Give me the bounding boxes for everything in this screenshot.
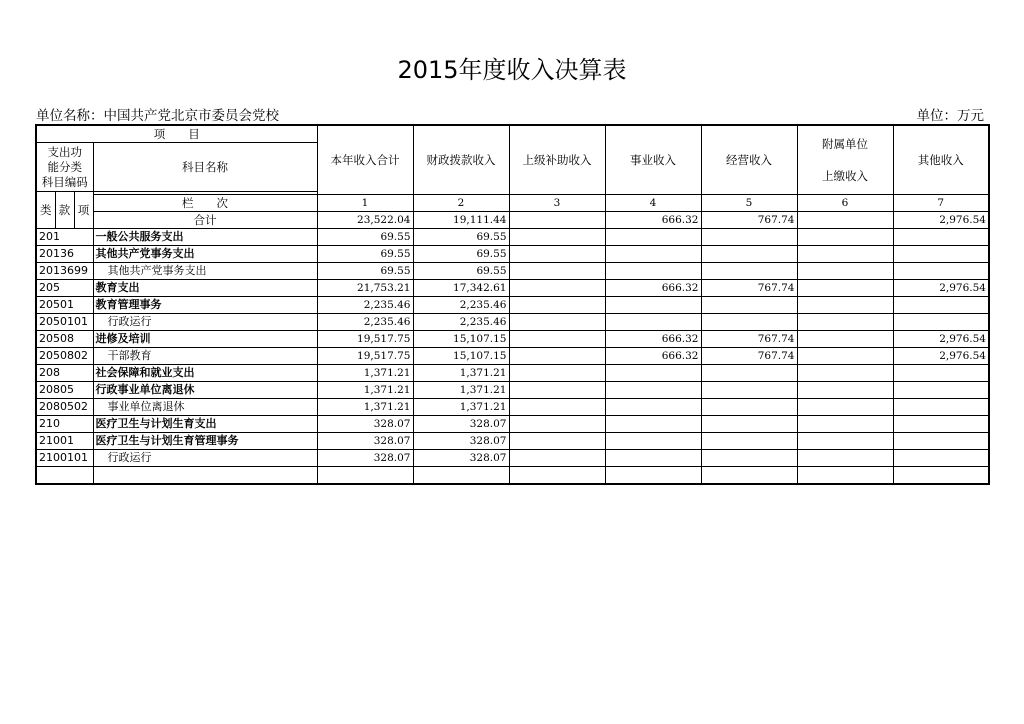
amount-cell: 328.07 — [413, 450, 509, 467]
amount-cell — [509, 246, 605, 263]
subject-code: 210 — [36, 416, 93, 433]
amount-cell — [605, 297, 701, 314]
amount-cell: 2,235.46 — [317, 297, 413, 314]
amount-cell — [509, 365, 605, 382]
table-row — [36, 467, 989, 485]
amount-cell — [893, 229, 989, 246]
amount-cell — [701, 365, 797, 382]
col-header-fiscal: 财政拨款收入 — [413, 125, 509, 195]
amount-cell — [509, 467, 605, 485]
col-number: 4 — [605, 195, 701, 212]
amount-cell — [701, 229, 797, 246]
amount-cell: 69.55 — [317, 246, 413, 263]
subject-code: 2050802 — [36, 348, 93, 365]
amount-cell: 69.55 — [413, 229, 509, 246]
amount-cell: 328.07 — [413, 416, 509, 433]
table-row — [36, 229, 989, 246]
function-code-header — [36, 143, 93, 192]
subject-code: 2080502 — [36, 399, 93, 416]
table-row — [36, 382, 989, 399]
amount-cell — [893, 297, 989, 314]
amount-cell — [893, 365, 989, 382]
amount-cell — [893, 416, 989, 433]
amount-cell — [797, 433, 893, 450]
subject-name: 教育支出 — [93, 280, 317, 297]
amount-cell: 328.07 — [317, 433, 413, 450]
amount-cell — [701, 467, 797, 485]
col-header-operating: 经营收入 — [701, 125, 797, 195]
amount-cell — [797, 467, 893, 485]
subject-code: 20805 — [36, 382, 93, 399]
total-value — [797, 212, 893, 229]
col-header-business: 事业收入 — [605, 125, 701, 195]
table-row — [36, 450, 989, 467]
amount-cell: 17,342.61 — [413, 280, 509, 297]
amount-cell: 69.55 — [317, 263, 413, 280]
amount-cell — [605, 399, 701, 416]
amount-cell: 21,753.21 — [317, 280, 413, 297]
subject-name: 医疗卫生与计划生育管理事务 — [93, 433, 317, 450]
amount-cell — [701, 416, 797, 433]
subject-name: 事业单位离退休 — [93, 399, 317, 416]
subject-code: 205 — [36, 280, 93, 297]
amount-cell — [509, 416, 605, 433]
amount-cell — [797, 280, 893, 297]
subject-name: 其他共产党事务支出 — [93, 246, 317, 263]
col-number: 6 — [797, 195, 893, 212]
subject-name: 行政事业单位离退休 — [93, 382, 317, 399]
amount-cell — [509, 297, 605, 314]
amount-cell: 666.32 — [605, 348, 701, 365]
amount-cell — [701, 382, 797, 399]
amount-cell — [509, 280, 605, 297]
amount-cell — [509, 229, 605, 246]
total-value: 23,522.04 — [317, 212, 413, 229]
table-row — [36, 348, 989, 365]
amount-cell: 1,371.21 — [413, 399, 509, 416]
amount-cell — [893, 314, 989, 331]
amount-cell — [605, 365, 701, 382]
amount-cell — [605, 467, 701, 485]
subject-name: 行政运行 — [93, 314, 317, 331]
amount-cell: 767.74 — [701, 280, 797, 297]
subject-code: 201 — [36, 229, 93, 246]
amount-cell — [797, 314, 893, 331]
amount-cell — [797, 297, 893, 314]
table-row — [36, 331, 989, 348]
kuan-header: 款 — [55, 192, 74, 229]
subject-name: 干部教育 — [93, 348, 317, 365]
table-row — [36, 263, 989, 280]
table-row — [36, 280, 989, 297]
amount-cell — [701, 246, 797, 263]
amount-cell — [509, 331, 605, 348]
subject-code: 2013699 — [36, 263, 93, 280]
col-number: 3 — [509, 195, 605, 212]
amount-cell — [893, 382, 989, 399]
subject-code: 208 — [36, 365, 93, 382]
amount-cell: 767.74 — [701, 331, 797, 348]
col-header-affiliated — [797, 125, 893, 195]
amount-cell — [605, 433, 701, 450]
amount-cell: 2,235.46 — [413, 314, 509, 331]
col-header-affiliated-line2: 上缴收入 — [822, 169, 868, 183]
amount-cell: 328.07 — [317, 416, 413, 433]
col-header-other: 其他收入 — [893, 125, 989, 195]
col-number: 7 — [893, 195, 989, 212]
lei-header: 类 — [36, 192, 55, 229]
col-number: 5 — [701, 195, 797, 212]
subject-name-header: 科目名称 — [93, 143, 317, 192]
amount-cell: 2,235.46 — [413, 297, 509, 314]
subject-code: 20136 — [36, 246, 93, 263]
subject-code: 2050101 — [36, 314, 93, 331]
amount-cell — [893, 399, 989, 416]
amount-cell — [509, 433, 605, 450]
amount-cell: 2,976.54 — [893, 348, 989, 365]
amount-cell — [893, 263, 989, 280]
amount-cell — [797, 399, 893, 416]
unit-name-label: 单位名称：中国共产党北京市委员会党校 — [36, 108, 279, 124]
subject-code: 20508 — [36, 331, 93, 348]
amount-cell — [509, 382, 605, 399]
page-title: 2015年度收入决算表 — [397, 56, 627, 84]
function-code-line3: 科目编码 — [41, 174, 88, 189]
xiang-header: 项 — [74, 192, 93, 229]
table-row — [36, 399, 989, 416]
amount-cell — [797, 229, 893, 246]
subject-name: 其他共产党事务支出 — [93, 263, 317, 280]
amount-cell: 19,517.75 — [317, 331, 413, 348]
amount-cell: 15,107.15 — [413, 331, 509, 348]
col-header-superior: 上级补助收入 — [509, 125, 605, 195]
col-header-affiliated-line1: 附属单位 — [822, 137, 868, 151]
amount-cell — [509, 348, 605, 365]
col-header-total: 本年收入合计 — [317, 125, 413, 195]
currency-unit-label: 单位：万元 — [916, 108, 984, 124]
amount-cell — [605, 450, 701, 467]
amount-cell: 2,976.54 — [893, 331, 989, 348]
amount-cell — [893, 450, 989, 467]
table-row — [36, 433, 989, 450]
amount-cell — [509, 314, 605, 331]
amount-cell — [797, 416, 893, 433]
amount-cell — [893, 433, 989, 450]
subject-name: 行政运行 — [93, 450, 317, 467]
subject-name: 进修及培训 — [93, 331, 317, 348]
function-code-line1: 支出功 — [47, 144, 82, 159]
item-header: 项 目 — [36, 125, 317, 143]
amount-cell: 328.07 — [317, 450, 413, 467]
function-code-line2: 能分类 — [47, 159, 82, 174]
amount-cell: 328.07 — [413, 433, 509, 450]
amount-cell: 666.32 — [605, 280, 701, 297]
amount-cell — [701, 297, 797, 314]
table-row — [36, 365, 989, 382]
col-number: 2 — [413, 195, 509, 212]
table-row — [36, 314, 989, 331]
amount-cell: 69.55 — [413, 246, 509, 263]
amount-cell: 1,371.21 — [317, 399, 413, 416]
subject-name: 一般公共服务支出 — [93, 229, 317, 246]
amount-cell — [701, 314, 797, 331]
amount-cell — [797, 246, 893, 263]
amount-cell — [701, 399, 797, 416]
amount-cell: 666.32 — [605, 331, 701, 348]
amount-cell — [797, 331, 893, 348]
amount-cell — [797, 365, 893, 382]
amount-cell: 69.55 — [317, 229, 413, 246]
amount-cell — [893, 246, 989, 263]
subject-name — [93, 467, 317, 485]
amount-cell: 1,371.21 — [317, 365, 413, 382]
amount-cell — [605, 263, 701, 280]
subject-code: 20501 — [36, 297, 93, 314]
amount-cell: 15,107.15 — [413, 348, 509, 365]
subject-code: 21001 — [36, 433, 93, 450]
amount-cell: 767.74 — [701, 348, 797, 365]
amount-cell: 1,371.21 — [413, 365, 509, 382]
col-number: 1 — [317, 195, 413, 212]
amount-cell — [605, 246, 701, 263]
amount-cell — [605, 382, 701, 399]
amount-cell — [317, 467, 413, 485]
subject-name: 社会保障和就业支出 — [93, 365, 317, 382]
amount-cell: 2,976.54 — [893, 280, 989, 297]
amount-cell: 69.55 — [413, 263, 509, 280]
table-row — [36, 246, 989, 263]
total-value — [509, 212, 605, 229]
subject-code: 2100101 — [36, 450, 93, 467]
total-value: 19,111.44 — [413, 212, 509, 229]
amount-cell: 19,517.75 — [317, 348, 413, 365]
table-row — [36, 297, 989, 314]
table-row — [36, 416, 989, 433]
amount-cell — [797, 382, 893, 399]
column-sequence-label: 栏 次 — [93, 195, 317, 212]
amount-cell — [605, 416, 701, 433]
amount-cell — [509, 399, 605, 416]
subject-name: 教育管理事务 — [93, 297, 317, 314]
total-value: 2,976.54 — [893, 212, 989, 229]
amount-cell — [701, 263, 797, 280]
amount-cell: 1,371.21 — [317, 382, 413, 399]
income-final-accounts-table — [35, 124, 990, 485]
total-value: 666.32 — [605, 212, 701, 229]
amount-cell — [605, 314, 701, 331]
amount-cell — [797, 450, 893, 467]
amount-cell — [605, 229, 701, 246]
subject-code — [36, 467, 93, 485]
total-label: 合计 — [93, 212, 317, 229]
amount-cell — [413, 467, 509, 485]
amount-cell — [701, 433, 797, 450]
amount-cell — [509, 263, 605, 280]
amount-cell — [509, 450, 605, 467]
subject-name: 医疗卫生与计划生育支出 — [93, 416, 317, 433]
amount-cell — [701, 450, 797, 467]
amount-cell: 1,371.21 — [413, 382, 509, 399]
amount-cell — [797, 348, 893, 365]
amount-cell — [797, 263, 893, 280]
amount-cell — [893, 467, 989, 485]
total-value: 767.74 — [701, 212, 797, 229]
amount-cell: 2,235.46 — [317, 314, 413, 331]
